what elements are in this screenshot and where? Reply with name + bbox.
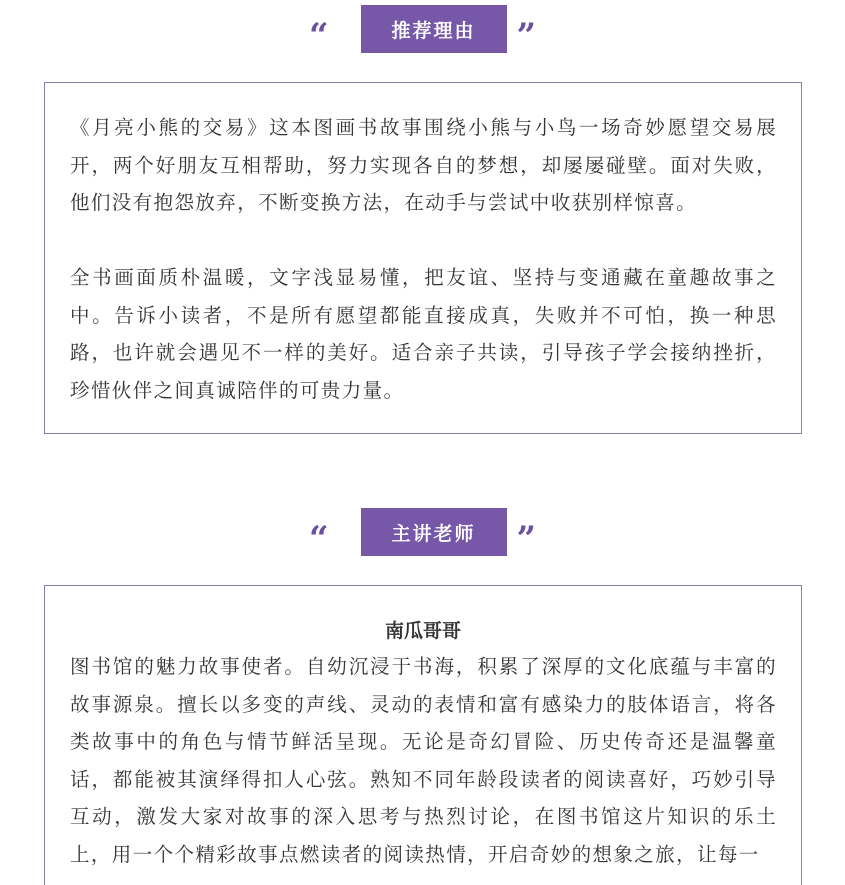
- close-quote-icon: ”: [516, 16, 537, 56]
- reason-box: [44, 82, 802, 434]
- reason-paragraph-1: 《月亮小熊的交易》这本图画书故事围绕小熊与小鸟一场奇妙愿望交易展开，两个好朋友互相帮助，努力实现各自的梦想，却屡屡碰壁。面对失败，他们没有抱怨放弃，不断变换方法，在动手与尝试中收获别样惊喜。: [70, 116, 777, 214]
- open-quote-icon: “: [308, 519, 329, 559]
- teacher-name: 南瓜哥哥: [384, 620, 461, 642]
- section-title-teacher: 主讲老师: [361, 508, 507, 556]
- open-quote-icon: “: [308, 16, 329, 56]
- teacher-box: [44, 585, 802, 885]
- teacher-bio: 图书馆的魅力故事使者。自幼沉浸于书海，积累了深厚的文化底蕴与丰富的故事源泉。擅长以多变的声线、灵动的表情和富有感染力的肢体语言，将各类故事中的角色与情节鲜活呈现。无论是奇幻冒险、历史传奇还是温馨童话，都能被其演绎得扣人心弦。熟知不同年龄段读者的阅读喜好，巧妙引导互动，激发大家对故事的深入思考与热烈讨论，在图书馆这片知识的乐土上，用一个个精彩故事点燃读者的阅读热情，开启奇妙的想象之旅，让每一: [70, 655, 777, 866]
- reason-paragraph-2: 全书画面质朴温暖，文字浅显易懂，把友谊、坚持与变通藏在童趣故事之中。告诉小读者，不是所有愿望都能直接成真，失败并不可怕，换一种思路，也许就会遇见不一样的美好。适合亲子共读，引导孩子学会接纳挫折，珍惜伙伴之间真诚陪伴的可贵力量。: [70, 266, 777, 402]
- section-title-reason: 推荐理由: [361, 5, 507, 53]
- section-header-reason: [0, 5, 845, 56]
- section-header-teacher: [0, 508, 845, 559]
- close-quote-icon: ”: [516, 519, 537, 559]
